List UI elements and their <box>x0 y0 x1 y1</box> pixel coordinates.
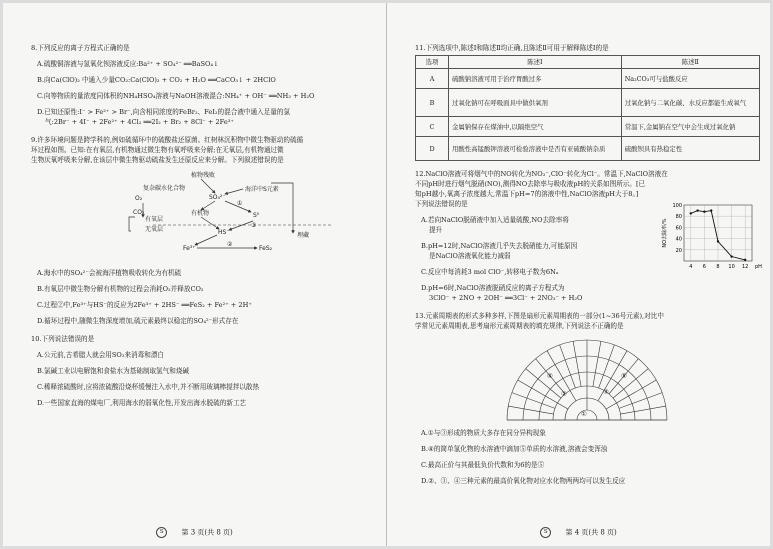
q13-option-d: D.②、③、④三种元素的最高价氧化物对应水化物两两均可以发生反应 <box>421 477 626 485</box>
q12-ask: 下列说法错误的是 <box>415 200 468 208</box>
data-point <box>717 240 719 242</box>
q11-stem: 11.下列选项中,陈述Ⅰ和陈述Ⅱ均正确,且陈述Ⅱ可用于解释陈述Ⅰ的是 <box>415 44 609 52</box>
label-s0: S⁰ <box>253 212 260 219</box>
data-point <box>744 259 746 261</box>
fan-spoke <box>560 345 576 388</box>
page-mark: S <box>540 527 551 538</box>
q10-option-a: A.公元前,古希腊人就会用SO₂来消毒和漂白 <box>37 351 165 359</box>
q12-option-d-cont: 3ClO⁻ + 2NO + 2OH⁻ ══3Cl⁻ + 2NO₃⁻ + H₂O <box>429 294 583 302</box>
data-point <box>710 209 712 211</box>
page-number: 第 3 页(共 8 页) <box>181 528 233 537</box>
q9-option-b: B.有氧层中微生物分解有机物的过程会消耗O₂并释放CO₂ <box>37 285 204 293</box>
q12-option-a: A.若向NaClO脱硝液中加入适量硫酸,NO去除率将 <box>421 216 569 224</box>
arrow-sulfate-to-organic <box>201 201 215 210</box>
table-cell: C <box>416 117 449 137</box>
q9-option-a: A.海水中的SO₄²⁻会被海洋植物吸收转化为有机硫 <box>37 269 182 277</box>
label-oxygen: O₂ <box>135 195 143 202</box>
table-cell: 过氧化钠与二氧化碳、水反应都能生成氧气 <box>621 89 759 117</box>
fan-periodic-table <box>415 334 760 422</box>
fan-label-3: ③ <box>603 388 609 396</box>
x-tick-label: 12 <box>742 264 749 270</box>
page-3-footer <box>3 527 386 538</box>
table-cell: B <box>416 89 449 117</box>
page-3 <box>3 3 386 546</box>
arrow-organic-to-hs <box>201 217 219 229</box>
q12-option-d: D.pH=6时,NaClO溶液脱硝反应的离子方程式为 <box>421 284 565 292</box>
page-4 <box>387 3 770 546</box>
table-row <box>416 69 760 89</box>
q10-option-b: B.氯碱工业以电解饱和食盐水为基础制取氢气和烧碱 <box>37 367 190 375</box>
question-12 <box>415 169 760 303</box>
label-fe3: Fe³⁺ <box>183 245 196 252</box>
fan-spoke <box>593 341 601 386</box>
label-plant-debris: 植物残败 <box>191 172 216 179</box>
table-cell: 金属钠保存在煤油中,以隔绝空气 <box>449 117 622 137</box>
label-step-1: ① <box>237 200 243 207</box>
q13-stem-2: 学常见元素周期表,思考扇形元素周期表的填充规律,下列说法不正确的是 <box>415 322 624 330</box>
y-axis-label: NO去除率/% <box>662 218 668 248</box>
y-tick-label: 100 <box>672 203 682 209</box>
q9-stem-3: 生物厌氧呼吸来分解,在该层中微生物驱动硫盐发生还原反应来分解。下列叙述错误的是 <box>31 156 284 164</box>
table-header-row <box>416 56 760 69</box>
table-cell: 硫酸钠溶液可用于治疗胃酸过多 <box>449 69 622 89</box>
fan-arc <box>577 410 597 420</box>
q12-option-b-cont: 是NaClO溶液氧化能力减弱 <box>429 252 511 260</box>
data-point <box>696 209 698 211</box>
table-cell: 用酸性高锰酸钾溶液可检验溶液中是否有亚硫酸钠杂质 <box>449 137 622 161</box>
table-cell: 过氧化钠可在呼吸面具中做供氧剂 <box>449 89 622 117</box>
sulfur-cycle-diagram <box>31 169 376 261</box>
fan-spoke <box>619 393 662 409</box>
fan-label-5: ⑤ <box>621 372 627 380</box>
arrow-hs-to-fe3 <box>195 235 217 245</box>
x-tick-label: 4 <box>689 264 693 270</box>
q11-table <box>415 55 760 161</box>
label-step-3: ③ <box>251 222 257 229</box>
exam-spread <box>3 3 770 546</box>
q9-stem-2: 环过程如图。已知:在有氧层,有机物通过微生物有氧呼吸来分解;在无氧层,有机物通过微 <box>31 146 284 154</box>
q8-option-a: A.硫酸铜溶液与氢氧化钡溶液反应:Ba²⁺ + SO₄²⁻ ══BaSO₄↓ <box>37 60 219 68</box>
q10-option-d: D.一些国家直海的煤电厂,利用海水的弱氧化性,开发出海水脱硫的新工艺 <box>37 399 247 407</box>
q8-option-b: B.向Ca(ClO)₂ 中通入少量CO₂:Ca(ClO)₂ + CO₂ + H₂O ══CaCO₃↓ + 2HClO <box>37 76 276 84</box>
q13-option-a: A.①与③形成的物质大多存在同分异构现象 <box>421 429 546 437</box>
x-axis-label: pH <box>755 264 762 270</box>
q9-option-d: D.循环过程中,随微生物深度增加,硫元素最终以稳定的SO₄²⁻形式存在 <box>37 317 239 325</box>
label-aerobic-layer: 有氧层 <box>145 216 164 223</box>
table-cell: 硫酸钡具有热稳定性 <box>621 137 759 161</box>
question-13 <box>415 311 760 486</box>
q12-stem-3: 知pH越小,氧离子浓度越大,常温下pH=7的溶液中性,NaClO溶液pH大于8。] <box>415 190 639 198</box>
data-point <box>690 212 692 214</box>
no-removal-chart <box>660 199 760 277</box>
q8-option-d-cont: 气:2Br⁻ + 4I⁻ + 2Fe²⁺ + 4Cl₂ ══2I₂ + Br₂ + 8Cl⁻ + 2Fe³⁺ <box>45 118 234 126</box>
fan-spoke <box>599 345 615 388</box>
bracket-layers <box>129 217 135 231</box>
left-column <box>31 43 376 410</box>
arrow-seawater-to-sulfate <box>225 189 243 194</box>
table-cell: D <box>416 137 449 161</box>
label-step-2: ② <box>227 241 233 248</box>
q8-option-c: C.向等物质的量浓度同体积的NH₄HSO₄溶液与NaOH溶液混合:NH₄⁺ + OH⁻ ══NH₃ + H₂O <box>37 92 315 100</box>
fan-spoke <box>606 380 656 409</box>
label-co2: CO₂ <box>133 209 145 216</box>
arrow-plant-to-sulfate <box>201 179 215 193</box>
q12-option-c: C.反应中每消耗3 mol ClO⁻,转移电子数为6Nₐ <box>421 268 559 276</box>
page-4-footer <box>387 527 770 538</box>
table-cell: A <box>416 69 449 89</box>
table-row <box>416 117 760 137</box>
label-sulfate: SO₄²⁻ <box>209 194 226 201</box>
q13-stem-1: 13.元素周期表的形式多种多样,下图是扇形元素周期表的一部分(1~36号元素),对比中 <box>415 312 664 320</box>
label-seawater-sulfur: 海洋中S元素 <box>245 186 279 193</box>
arrow-s0-to-hs <box>229 221 253 230</box>
y-tick-label: 80 <box>675 214 682 221</box>
q12-option-a-cont: 提升 <box>429 226 443 234</box>
y-tick-label: 20 <box>675 247 682 254</box>
col-header-option: 选项 <box>416 56 449 69</box>
y-tick-label: 60 <box>675 225 682 232</box>
table-cell: 常温下,金属钠在空气中会生成过氧化钠 <box>621 117 759 137</box>
q13-option-c: C.最高正价与其最低负价代数和为6的是⑤ <box>421 461 545 469</box>
q9-stem-1: 9.许多环境问题是跨学科的,例如硫循环中的硫酸盐还原菌。红树林沉积物中微生物驱动的硫循 <box>31 136 304 144</box>
col-header-statement-1: 陈述Ⅰ <box>449 56 622 69</box>
q12-stem-1: 12.NaClO溶液可将烟气中的NO转化为NO₃⁻,ClO⁻转化为Cl⁻。常温下,NaClO溶液在 <box>415 170 668 178</box>
data-point <box>703 211 705 213</box>
q9-option-c: C.过程②中,Fe³⁺与HS⁻的反应为2Fe³⁺ + 2HS⁻ ══FeS₂ + Fe²⁺ + 2H⁺ <box>37 301 252 309</box>
page-number: 第 4 页(共 8 页) <box>565 528 617 537</box>
table-row <box>416 89 760 117</box>
x-tick-label: 10 <box>728 264 735 270</box>
q8-option-d: D.已知还原性:I⁻ > Fe²⁺ > Br⁻,向含相同浓度的FeBr₂、FeI₂的混合液中通入足量的氯 <box>37 108 291 116</box>
q12-stem-2: 不同pH时进行烟气脱硝(NO),测得NO去除率与吸收液pH的关系如图所示。[已 <box>415 180 646 188</box>
fan-spoke <box>512 393 555 409</box>
col-header-statement-2: 陈述Ⅱ <box>621 56 759 69</box>
fan-label-4: ④ <box>547 372 553 380</box>
x-tick-label: 8 <box>716 264 720 270</box>
page-mark: S <box>156 527 167 538</box>
q8-stem: 8.下列反应的离子方程式正确的是 <box>31 44 130 52</box>
fan-label-1: ① <box>581 410 587 418</box>
fan-spoke <box>573 341 581 386</box>
q13-option-b: B.④的简单氢化物的水溶液中滴加⑤单质的水溶液,溶液会变浑浊 <box>421 445 608 453</box>
table-row <box>416 137 760 161</box>
label-hs: HS⁻ <box>218 229 230 236</box>
label-organic-matter: 有机物 <box>191 210 210 217</box>
question-10 <box>31 334 376 408</box>
label-anaerobic-layer: 无氧层 <box>145 226 164 233</box>
fan-spoke <box>621 406 666 414</box>
label-burial: 埋藏 <box>297 232 310 239</box>
data-point <box>730 255 732 257</box>
fan-label-2: ② <box>561 390 567 398</box>
question-8 <box>31 43 376 127</box>
q10-stem: 10.下列说法错误的是 <box>31 335 95 343</box>
q10-option-c: C.稀释浓硫酸时,应将浓硫酸沿烧杯缓慢注入水中,并不断用玻璃棒搅拌以散热 <box>37 383 260 391</box>
y-tick-label: 40 <box>675 236 682 243</box>
right-column <box>415 43 760 488</box>
label-fes2: FeS₂ <box>259 245 273 252</box>
fan-grid <box>507 340 667 420</box>
fan-spoke <box>508 406 553 414</box>
label-complex-carbohydrates: 复杂碳水化合物 <box>143 185 186 192</box>
question-11 <box>415 43 760 161</box>
table-cell: Na₂CO₃可与盐酸反应 <box>621 69 759 89</box>
q12-option-b: B.pH=12时,NaClO溶液几乎失去脱硝能力,可能原因 <box>421 242 578 250</box>
x-tick-label: 6 <box>702 264 706 270</box>
question-9 <box>31 135 376 326</box>
